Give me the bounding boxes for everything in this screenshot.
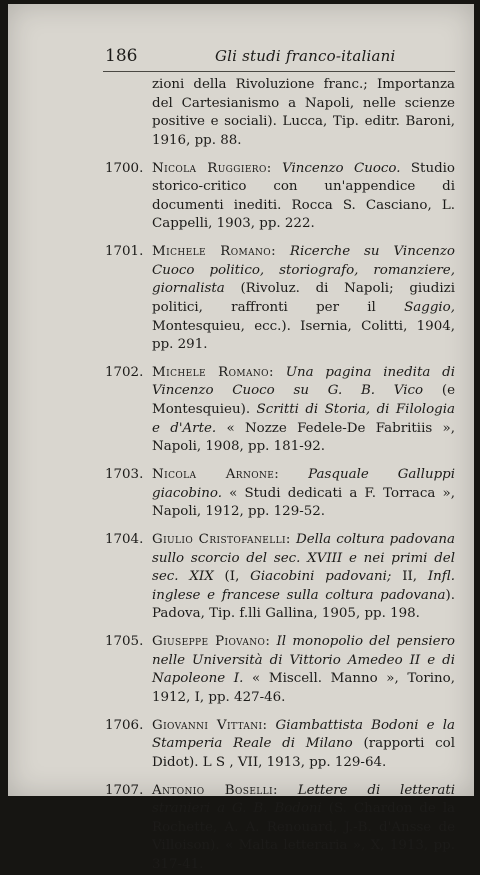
entry-details: ). Padova, Tip. f.lli Gallina, 1905, pp. 198. — [152, 587, 455, 622]
entry-note: II, — [391, 569, 428, 585]
entry-number: 1704. — [105, 532, 144, 547]
entry-note: (e Montesquieu). — [152, 383, 455, 418]
entry-number: 1701. — [105, 244, 144, 260]
entry-number: 1700. — [105, 160, 144, 176]
entry-1703 — [105, 466, 455, 522]
entry-secondary-title: Giacobini padovani; — [250, 569, 392, 585]
page-header — [8, 46, 474, 68]
entry-number: 1706. — [105, 717, 144, 733]
entry-number: 1703. — [105, 467, 144, 483]
book-page — [8, 4, 474, 873]
entry-details: « Nozze Fedele-De Fabritiis », Napoli, 1908, pp. 181-92. — [152, 420, 455, 455]
bibliography-text — [105, 76, 455, 875]
entry-1704 — [105, 531, 455, 624]
entry-title: Giambattista Bodoni e la Stamperia Reale di Milano — [152, 717, 455, 752]
entry-number: 1705. — [105, 634, 144, 650]
entry-title: Della coltura padovana sullo scorcio del sec. XVIII e nei primi del sec. XIX — [152, 532, 455, 585]
entry-number: 1707. — [105, 782, 144, 798]
entry-author: Giovanni Vittani: — [152, 717, 268, 733]
entry-note: (Rivoluz. di Napoli; giudizi politici, raffronti per il — [152, 281, 455, 315]
running-title: Gli studi franco-italiani — [215, 47, 396, 65]
entry-title: Vincenzo Cuoco. — [282, 160, 401, 176]
entry-1705 — [105, 633, 455, 707]
entry-author: Giuseppe Piovano: — [152, 634, 271, 650]
page-number: 186 — [105, 46, 138, 66]
entry-details: Montesquieu, ecc.). Isernia, Colitti, 1904, pp. 291. — [152, 318, 455, 353]
entry-note: (I, — [213, 569, 251, 585]
entry-title: Una pagina inedita di Vincenzo Cuoco su G. B. Vico — [152, 364, 455, 399]
entry-secondary-title: Saggio, — [404, 299, 455, 315]
entry-1707 — [105, 782, 455, 875]
entry-1706 — [105, 717, 455, 773]
entry-title: Ricerche su Vincenzo Cuoco politico, storiografo, romanziere, giornalista — [152, 244, 455, 297]
entry-author: Antonio Boselli: — [152, 782, 278, 798]
entry-author: Michele Romano: — [152, 244, 276, 260]
entry-details: « Miscell. Manno », Torino, 1912, I, pp. 427-46. — [152, 671, 455, 705]
header-rule — [103, 71, 455, 72]
entry-details: (rapporti col Didot). L S , VII, 1913, pp. 129-64. — [152, 736, 455, 770]
continuation-text: zioni della Rivoluzione franc.; Importanza del Cartesianismo a Napoli, nelle scienze positive e sociali). Lucca, Tip. editr. Baroni, 1916, pp. 88. — [152, 77, 455, 148]
entry-details: (S. Chardon de la Rochette, A. A. Renouard, J.-B. d'Ansse de Villoison). « Malta letteraria », X, 1913, pp. 317-41. — [152, 801, 455, 873]
entry-details: Studio storico-critico con un'appendice di documenti inediti. Rocca S. Casciano, L. Cappelli, 1903, pp. 222. — [152, 160, 455, 232]
entry-details: « Studi dedicati a F. Torraca », Napoli, 1912, pp. 129-52. — [152, 485, 455, 520]
entry-author: Michele Romano: — [152, 364, 274, 380]
entry-secondary-title: Scritti di Storia, di Filologia e d'Arte. — [152, 402, 455, 436]
entry-title: Il monopolio del pensiero nelle Università di Vittorio Amedeo II e di Napoleone I. — [152, 634, 455, 687]
entry-1701 — [105, 243, 455, 355]
continuation-paragraph — [105, 76, 455, 150]
entry-title: Pasquale Galluppi giacobino. — [152, 467, 456, 501]
entry-tertiary-title: Infl. inglese e francese sulla coltura padovana — [152, 569, 455, 603]
entry-author: Nicola Arnone: — [152, 467, 280, 483]
entry-number: 1702. — [105, 364, 144, 380]
entry-1700 — [105, 160, 455, 234]
entry-author: Giulio Cristofanelli: — [152, 532, 291, 547]
entry-author: Nicola Ruggiero: — [152, 160, 272, 176]
entry-title: Lettere di letterati stranieri a G. B. Bodoni — [152, 782, 455, 817]
entry-1702 — [105, 364, 455, 457]
